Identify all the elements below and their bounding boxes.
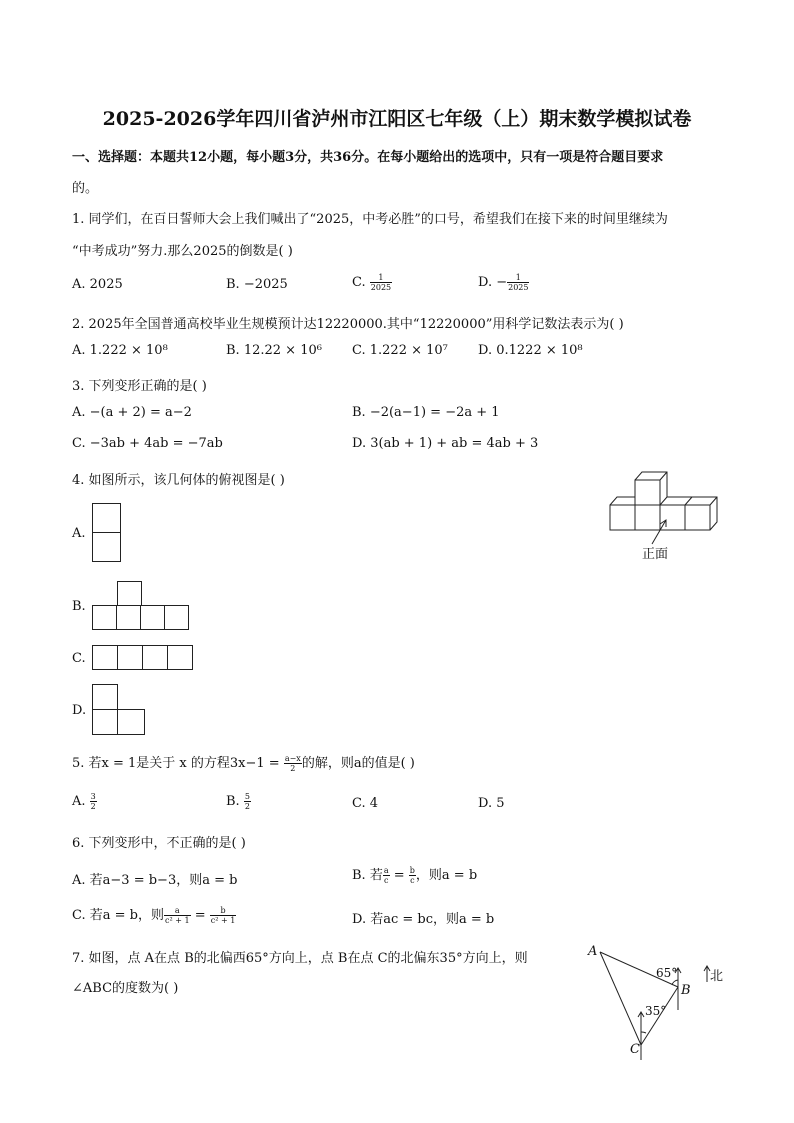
q1-stem-line2: “中考成功”努力.那么2025的倒数是( ) xyxy=(72,244,293,259)
q7-label-b: B xyxy=(681,983,691,998)
q4-stem: 4. 如图所示，该几何体的俯视图是( ) xyxy=(72,473,285,488)
q6-option-c: C. 若a = b，则 $\frac{a}{\text{c² + 1}}$ = $\frac{b}{\text{c² + 1}}$ xyxy=(72,906,236,925)
q6-stem: 6. 下列变形中，不正确的是( ) xyxy=(72,836,246,851)
section1-header-line2: 的。 xyxy=(72,181,99,196)
q3-option-d: D. 3(ab + 1) + ab = 4ab + 3 xyxy=(352,436,539,451)
q7-label-c: C xyxy=(630,1042,640,1057)
q1-option-b: B. −2025 xyxy=(226,277,288,292)
q2-stem: 2. 2025年全国普通高校毕业生规模预计达12220000.其中“12220000”用科学记数法表示为( ) xyxy=(72,317,624,332)
q2-option-d: D. 0.1222 × 10⁸ xyxy=(478,343,583,358)
q3-option-b: B. −2(a−1) = −2a + 1 xyxy=(352,405,500,420)
q1-option-a: A. 2025 xyxy=(72,277,123,292)
q4-option-b: B. xyxy=(72,599,86,614)
q5-option-a: A. $\frac{3}{2}$ xyxy=(72,792,96,811)
q3-option-a: A. −(a + 2) = a−2 xyxy=(72,405,192,420)
q7-bearing-figure xyxy=(583,940,733,1065)
page-title: 2025-2026学年四川省泸州市江阳区七年级（上）期末数学模拟试卷 xyxy=(102,108,692,130)
q6-option-b: B. 若 $\frac{a}{c}$ = $\frac{b}{c}$ ，则a = b xyxy=(352,866,478,885)
q1-option-d: D. − $\frac{1}{2025}$ xyxy=(478,273,529,292)
q1-stem-line1: 1. 同学们，在百日誓师大会上我们喊出了“2025，中考必胜”的口号，希望我们在接下来的时间里继续为 xyxy=(72,212,668,227)
q6-option-d: D. 若ac = bc，则a = b xyxy=(352,912,495,927)
q5-option-b: B. $\frac{5}{2}$ xyxy=(226,792,250,811)
q4-option-d: D. xyxy=(72,703,87,718)
q4-option-a: A. xyxy=(72,526,86,541)
q7-stem-line1: 7. 如图，点 A在点 B的北偏西65°方向上，点 B在点 C的北偏东35°方向上，则 xyxy=(72,951,528,966)
q3-stem: 3. 下列变形正确的是( ) xyxy=(72,379,207,394)
q2-option-c: C. 1.222 × 10⁷ xyxy=(352,343,448,358)
q2-option-a: A. 1.222 × 10⁸ xyxy=(72,343,168,358)
q7-angle-35: 35° xyxy=(645,1004,667,1018)
q7-angle-65: 65° xyxy=(656,966,678,980)
q4-figure-label: 正面 xyxy=(642,547,669,562)
q6-option-a: A. 若a−3 = b−3，则a = b xyxy=(72,873,238,888)
q7-stem-line2: ∠ABC的度数为( ) xyxy=(72,981,179,996)
q2-option-b: B. 12.22 × 10⁶ xyxy=(226,343,322,358)
q4-option-c: C. xyxy=(72,651,86,666)
q1-option-c: C. $\frac{1}{2025}$ xyxy=(352,273,392,292)
q7-label-a: A xyxy=(588,944,598,959)
q5-option-c: C. 4 xyxy=(352,796,379,811)
q5-stem: 5. 若x = 1是关于 x 的方程3x−1 = $\frac{a-x}{2}$ 的解，则a的值是( ) xyxy=(72,754,415,773)
q3-option-c: C. −3ab + 4ab = −7ab xyxy=(72,436,223,451)
section1-header-line1: 一、选择题：本题共12小题，每小题3分，共36分。在每小题给出的选项中，只有一项是符合题目要求 xyxy=(72,150,664,165)
q5-option-d: D. 5 xyxy=(478,796,505,811)
q7-north-label: 北 xyxy=(710,969,724,984)
